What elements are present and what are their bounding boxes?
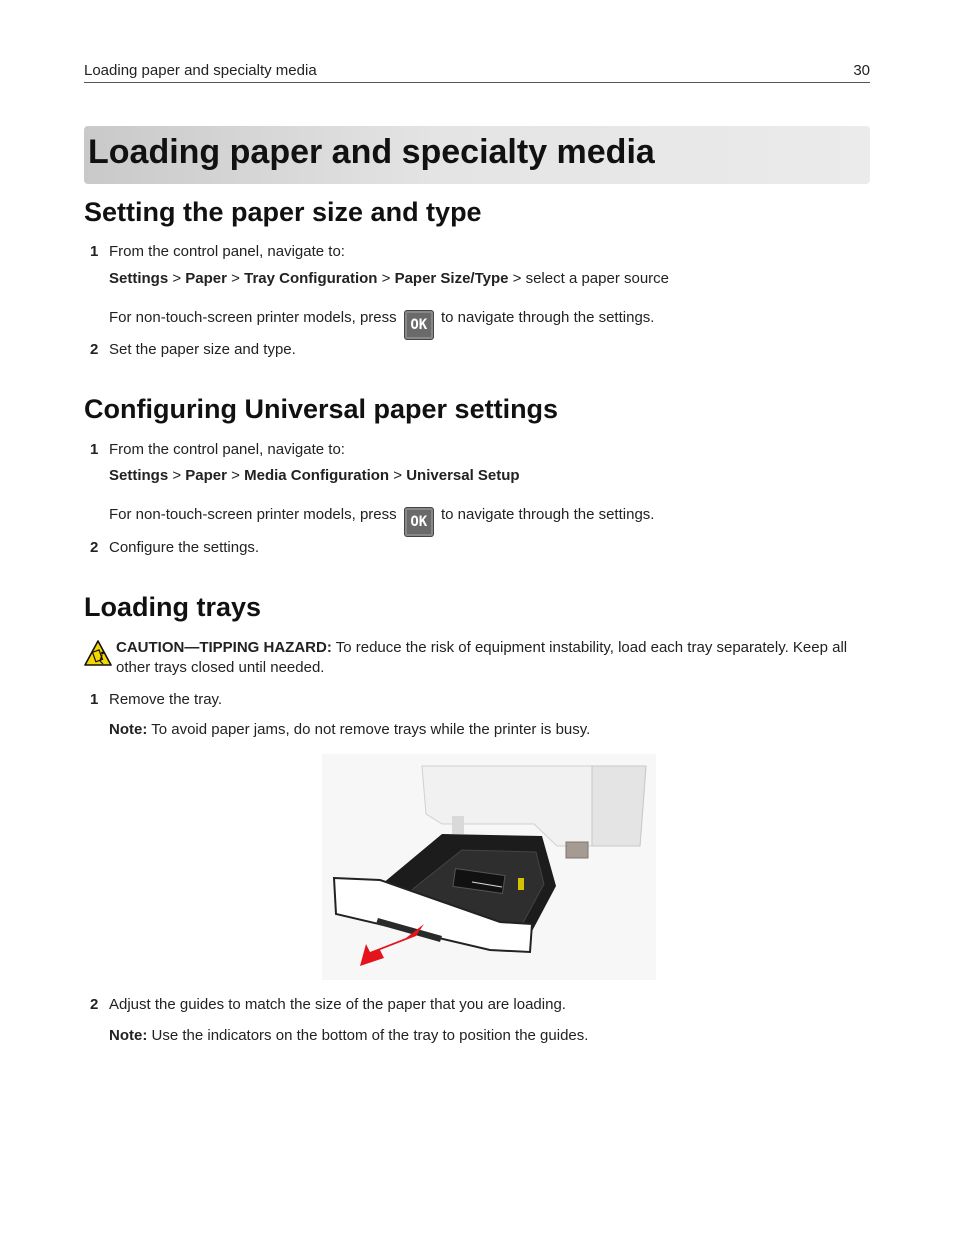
ok-note xyxy=(109,309,654,340)
step-text: Adjust the guides to match the size of the paper that you are loading. xyxy=(109,996,566,1013)
note-text: Use the indicators on the bottom of the tray to position the guides. xyxy=(147,1027,589,1044)
step-text: From the control panel, navigate to: xyxy=(109,243,345,260)
ok-button-icon: OK xyxy=(404,507,434,537)
path-separator: > xyxy=(168,270,186,287)
menu-path-item: Settings xyxy=(109,467,169,484)
page-number: 30 xyxy=(853,62,870,79)
menu-path-item: Universal Setup xyxy=(406,467,520,484)
step-text: Remove the tray. xyxy=(109,691,223,708)
step-number: 2 xyxy=(90,996,99,1013)
note-label: Note: xyxy=(109,1027,148,1044)
path-suffix: > select a paper source xyxy=(508,270,670,287)
path-separator: > xyxy=(377,270,395,287)
path-separator: > xyxy=(227,467,245,484)
step-number: 1 xyxy=(90,691,99,708)
step-text: Configure the settings. xyxy=(109,539,260,556)
path-separator: > xyxy=(389,467,407,484)
menu-path-item: Tray Configuration xyxy=(244,270,378,287)
ok-note-before: For non-touch-screen printer models, press xyxy=(109,309,397,326)
step-number: 2 xyxy=(90,341,99,358)
ok-button-icon: OK xyxy=(404,310,434,340)
section-title-paper-size: Setting the paper size and type xyxy=(84,197,482,227)
menu-path-item: Media Configuration xyxy=(244,467,390,484)
step-text: From the control panel, navigate to: xyxy=(109,441,345,458)
ok-note xyxy=(109,506,654,537)
path-separator: > xyxy=(227,270,245,287)
chapter-title-band xyxy=(84,126,870,184)
path-separator: > xyxy=(168,467,186,484)
step-number: 2 xyxy=(90,539,99,556)
section-title-trays: Loading trays xyxy=(84,592,262,622)
step-number: 1 xyxy=(90,243,99,260)
menu-path-item: Paper xyxy=(185,467,227,484)
section-title-universal: Configuring Universal paper settings xyxy=(84,394,559,424)
ok-note-after: to navigate through the settings. xyxy=(440,506,655,523)
menu-path xyxy=(109,270,669,287)
ok-note-before: For non-touch-screen printer models, press xyxy=(109,506,397,523)
caution-label: CAUTION—TIPPING HAZARD: xyxy=(116,639,332,656)
ok-note-after: to navigate through the settings. xyxy=(440,309,655,326)
caution-body: To reduce the risk of equipment instability, load each tray separately. Keep all other trays closed until needed. xyxy=(116,639,848,676)
note xyxy=(109,1027,588,1044)
note-label: Note: xyxy=(109,721,148,738)
chapter-title: Loading paper and specialty media xyxy=(88,133,655,171)
caution-statement xyxy=(116,638,866,678)
running-title: Loading paper and specialty media xyxy=(84,62,317,79)
step-number: 1 xyxy=(90,441,99,458)
menu-path-item: Settings xyxy=(109,270,169,287)
caution-tipping-icon xyxy=(84,640,112,666)
menu-path-item: Paper xyxy=(185,270,227,287)
menu-path xyxy=(109,467,520,484)
running-header xyxy=(84,62,870,83)
step-text: Set the paper size and type. xyxy=(109,341,296,358)
menu-path-item: Paper Size/Type xyxy=(394,270,509,287)
tray-removal-illustration xyxy=(322,754,656,980)
note-text: To avoid paper jams, do not remove trays while the printer is busy. xyxy=(147,721,591,738)
note xyxy=(109,721,590,738)
